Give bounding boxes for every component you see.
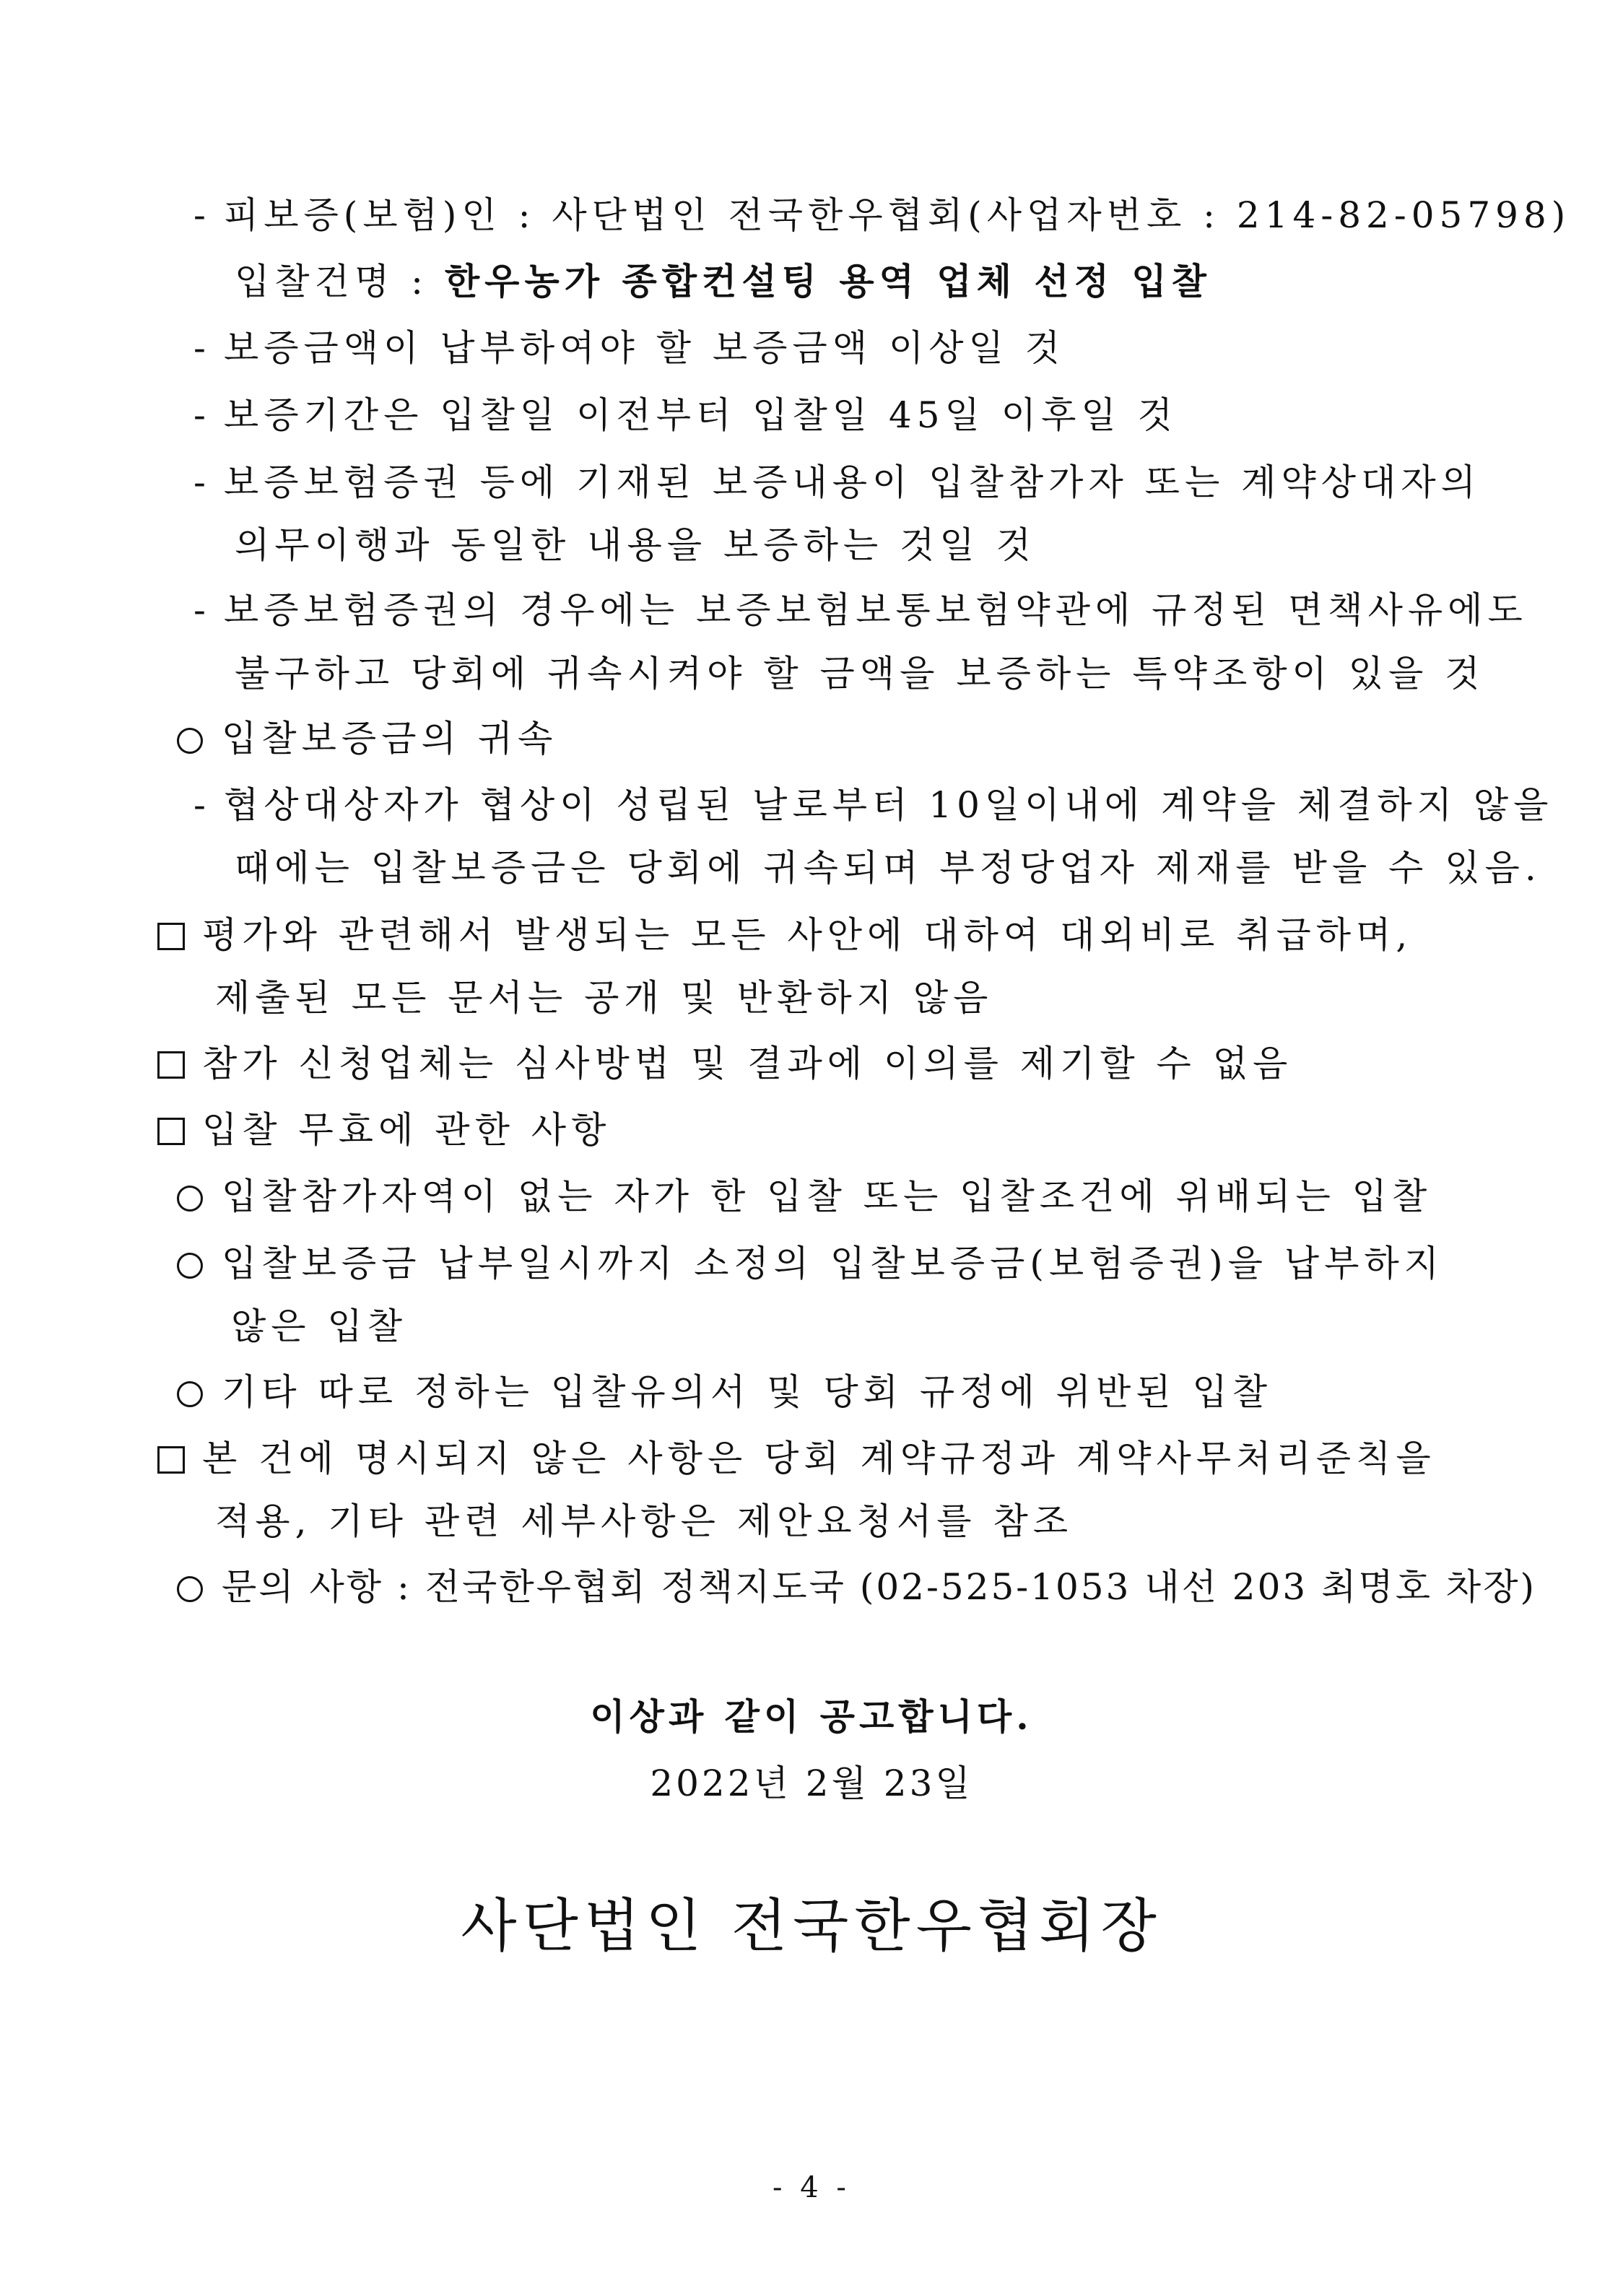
dash-marker: - xyxy=(193,461,211,503)
circle-bullet-icon xyxy=(177,1186,203,1212)
dash-marker: - xyxy=(193,784,211,826)
square-bullet-icon xyxy=(157,1118,185,1145)
inquiry-line: 문의 사항 : 전국한우협회 정책지도국 (02-525-1053 내선 203 최명호 차장) xyxy=(177,1565,1536,1609)
other-matters-notice-continued: 적용, 기타 관련 세부사항은 제안요청서를 참조 xyxy=(215,1500,1074,1542)
confidential-notice: 평가와 관련해서 발생되는 모든 사안에 대하여 대외비로 취급하며, xyxy=(157,913,1412,957)
dash-marker: - xyxy=(193,194,211,236)
dash-marker: - xyxy=(193,394,211,436)
forfeiture-line-continued: 때에는 입찰보증금은 당회에 귀속되며 부정당업자 제재를 받을 수 있음. xyxy=(235,847,1541,889)
confidential-notice-continued: 제출된 모든 문서는 공개 및 반환하지 않음 xyxy=(215,977,993,1019)
dash-marker: - xyxy=(193,327,211,369)
dash-marker: - xyxy=(193,589,211,631)
square-bullet-icon xyxy=(157,923,185,950)
invalid-bid-item: 입찰보증금 납부일시까지 소정의 입찰보증금(보험증권)을 납부하지 xyxy=(177,1242,1444,1285)
circle-bullet-icon xyxy=(177,1381,203,1407)
bid-name-label: 입찰건명 : xyxy=(235,261,445,303)
condition-item: - 보증기간은 입찰일 이전부터 입찰일 45일 이후일 것 xyxy=(193,394,1178,436)
page-number: - 4 - xyxy=(773,2171,850,2204)
forfeiture-heading: 입찰보증금의 귀속 xyxy=(177,717,557,760)
closing-statement: 이상과 같이 공고합니다. xyxy=(590,1695,1033,1738)
invalid-bid-item: 입찰참가자역이 없는 자가 한 입찰 또는 입찰조건에 위배되는 입찰 xyxy=(177,1175,1432,1218)
condition-item: - 보증금액이 납부하여야 할 보증금액 이상일 것 xyxy=(193,327,1066,369)
invalid-bid-item: 기타 따로 정하는 입찰유의서 및 당회 규정에 위반된 입찰 xyxy=(177,1370,1272,1414)
bid-name-value: 한우농가 종합컨설팅 용역 업체 선정 입찰 xyxy=(444,260,1211,303)
circle-bullet-icon xyxy=(177,1253,203,1279)
insured-line: - 피보증(보험)인 : 사단법인 전국한우협회(사업자번호 : 214-82-05798) xyxy=(193,194,1571,236)
bid-name-line xyxy=(235,260,1211,303)
condition-item: - 보증보험증권 등에 기재된 보증내용이 입찰참가자 또는 계약상대자의 xyxy=(193,461,1481,503)
square-bullet-icon xyxy=(157,1051,185,1079)
condition-item-continued: 불구하고 당회에 귀속시켜야 할 금액을 보증하는 특약조항이 있을 것 xyxy=(235,653,1485,695)
no-objection-notice: 참가 신청업체는 심사방법 및 결과에 이의를 제기할 수 없음 xyxy=(157,1042,1292,1085)
invalid-bid-heading: 입찰 무효에 관한 사항 xyxy=(157,1108,611,1152)
invalid-bid-item-continued: 않은 입찰 xyxy=(231,1305,408,1347)
square-bullet-icon xyxy=(157,1446,185,1474)
condition-item: - 보증보험증권의 경우에는 보증보험보통보험약관에 규정된 면책사유에도 xyxy=(193,589,1528,631)
circle-bullet-icon xyxy=(177,1576,203,1602)
forfeiture-line: - 협상대상자가 협상이 성립된 날로부터 10일이내에 계약을 체결하지 않을 xyxy=(193,784,1554,826)
announcement-date: 2022년 2월 23일 xyxy=(650,1762,973,1804)
condition-item-continued: 의무이행과 동일한 내용을 보증하는 것일 것 xyxy=(235,524,1036,566)
circle-bullet-icon xyxy=(177,728,203,754)
other-matters-notice: 본 건에 명시되지 않은 사항은 당회 계약규정과 계약사무처리준칙을 xyxy=(157,1437,1436,1480)
issuing-organization: 사단법인 전국한우협회장 xyxy=(461,1892,1162,1960)
